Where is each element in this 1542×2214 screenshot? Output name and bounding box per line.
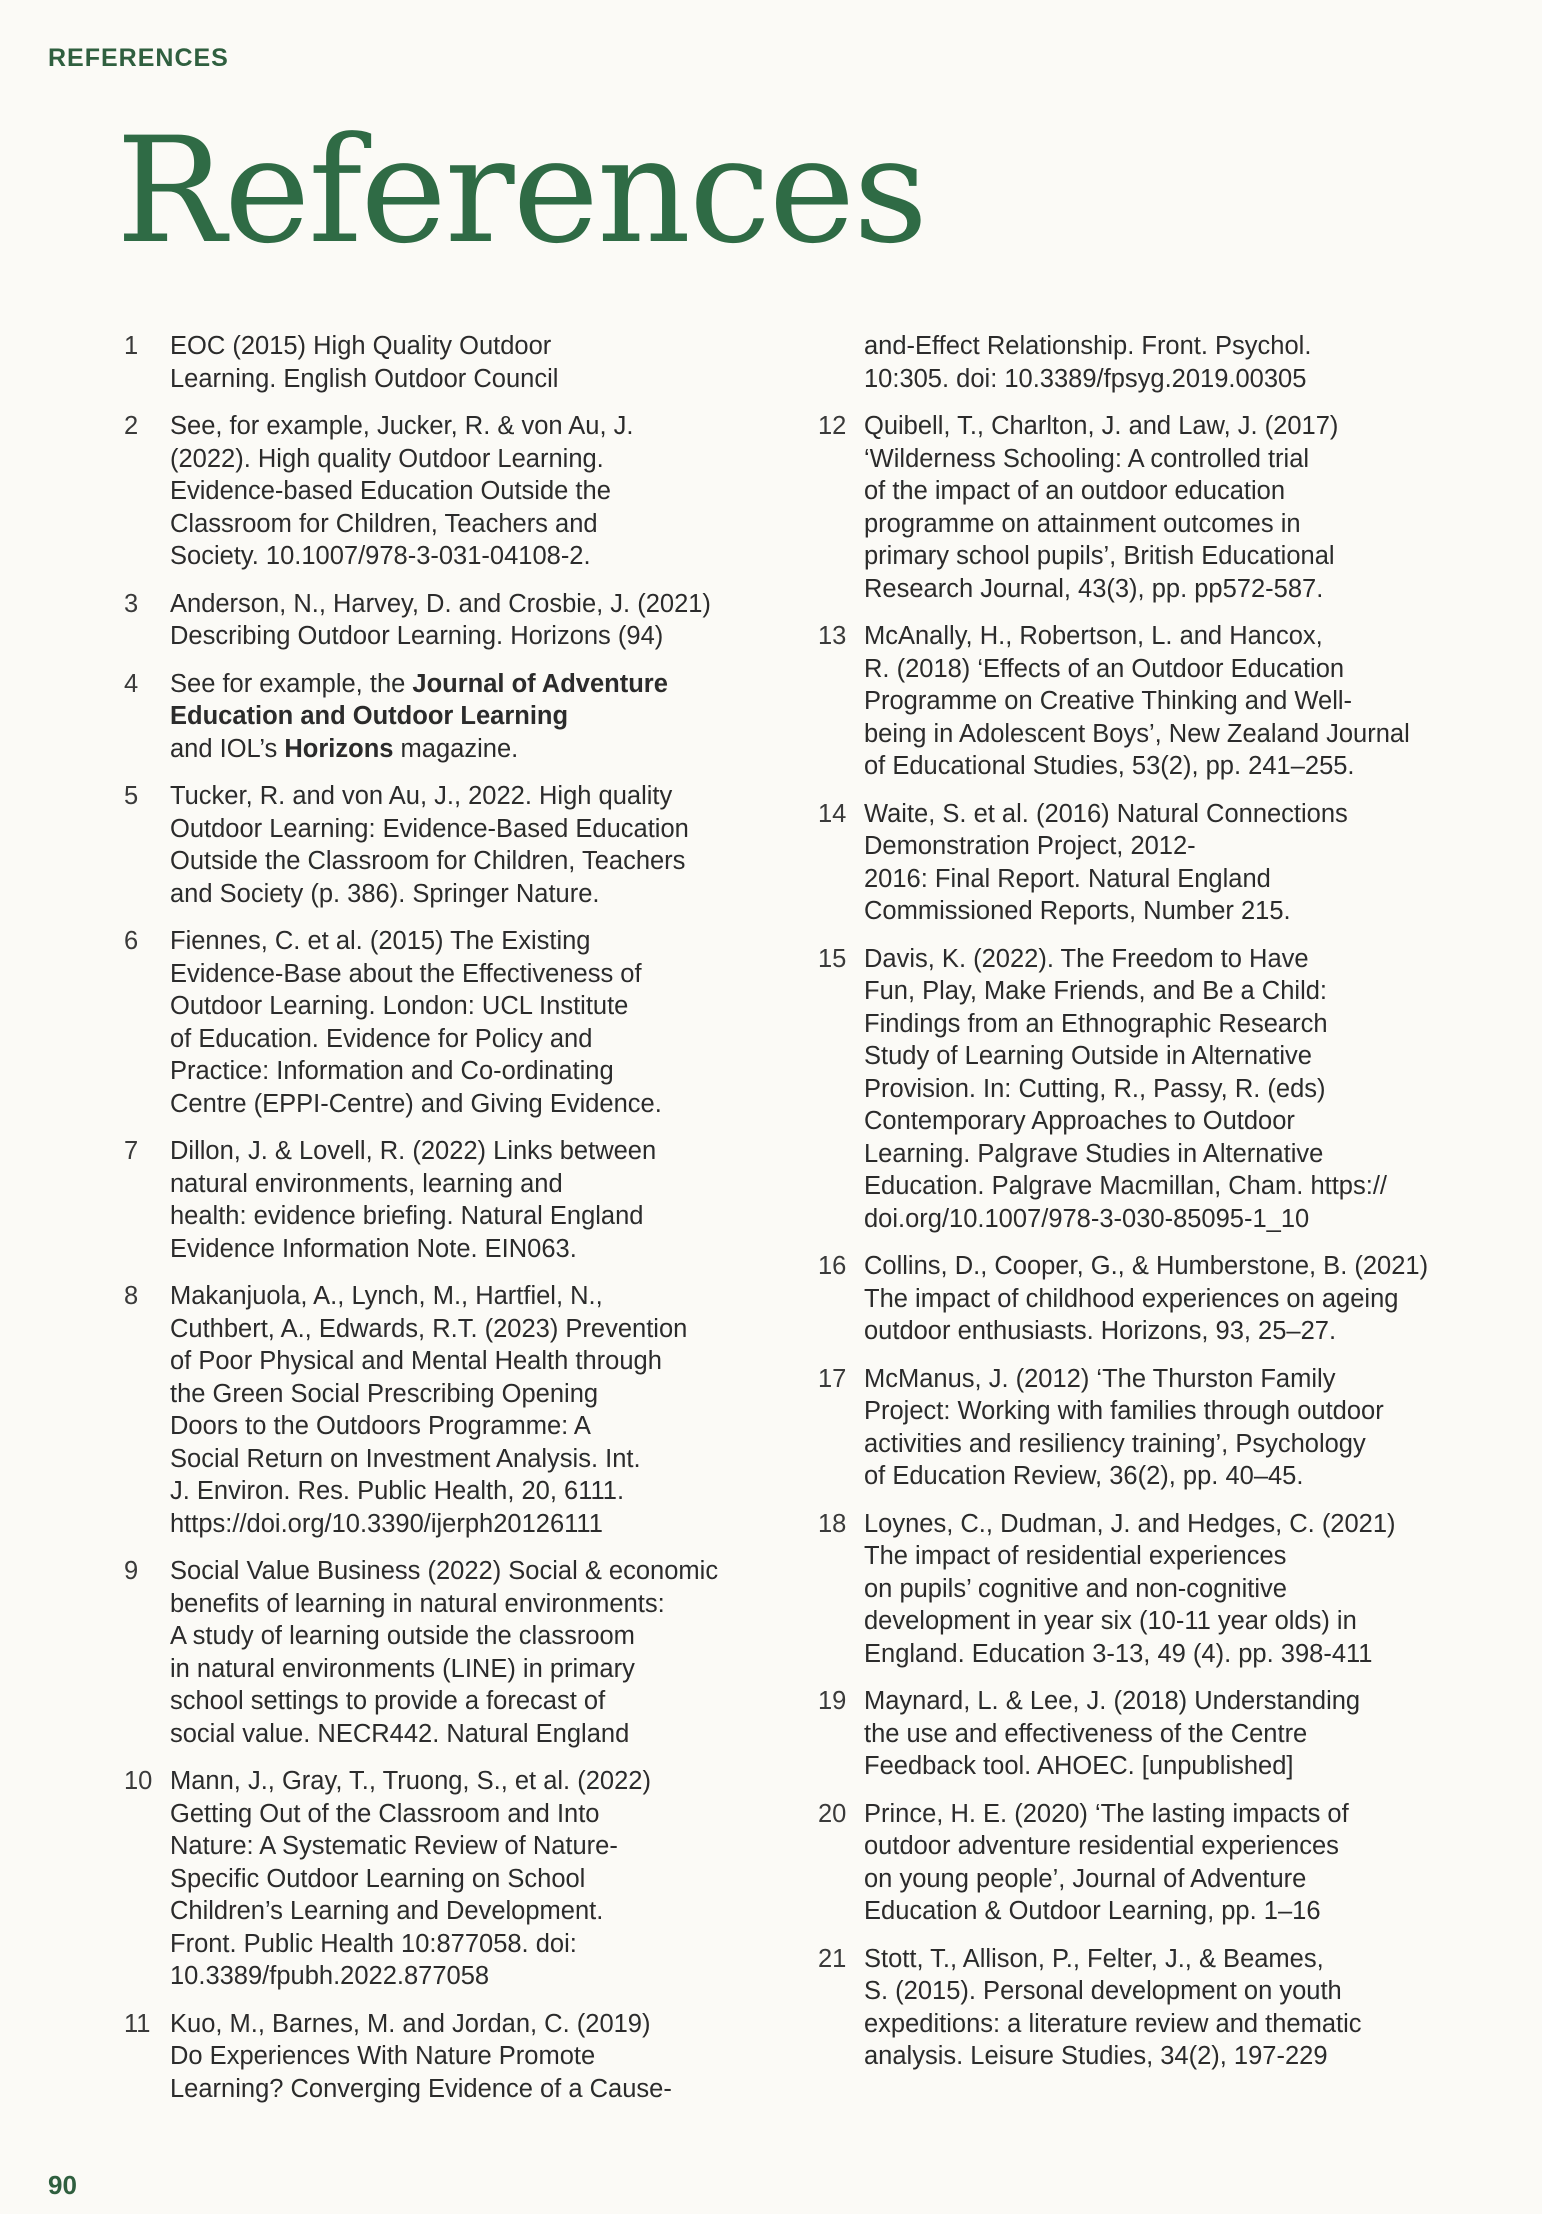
references-right-column	[818, 330, 1468, 2088]
reference-12	[818, 410, 1468, 605]
reference-text: Fiennes, C. et al. (2015) The Existing Evidence-Base about the Effectiveness of Outdoor Learning. London: UCL Institute of Education. Evidence for Policy and Practice: Information and Co-ordinating Centre (EPPI-Centre) and Giving Evidence.	[170, 927, 662, 1118]
reference-number: 16	[818, 1252, 847, 1280]
reference-number: 3	[124, 589, 139, 618]
reference-6	[124, 925, 764, 1120]
reference-text: Kuo, M., Barnes, M. and Jordan, C. (2019) Do Experiences With Nature Promote Learning? Converging Evidence of a Cause-	[170, 2009, 672, 2103]
reference-text: Makanjuola, A., Lynch, M., Hartfiel, N., Cuthbert, A., Edwards, R.T. (2023) Prevention of Poor Physical and Mental Health through the Green Social Prescribing Opening Doors to the Outdoors Programme: A Social Return on Investment Analysis. Int. J. Environ. Res. Public Health, 20, 6111. https://doi.org/10.3390/ijerph20126111	[170, 1282, 688, 1538]
reference-text: Prince, H. E. (2020) ‘The lasting impacts of outdoor adventure residential experiences on young people’, Journal of Adventure Education & Outdoor Learning, pp. 1–16	[864, 1799, 1349, 1925]
reference-number: 8	[124, 1282, 139, 1310]
reference-20	[818, 1798, 1468, 1928]
reference-text: Tucker, R. and von Au, J., 2022. High quality Outdoor Learning: Evidence-Based Education Outside the Classroom for Children, Teachers and Society (p. 386). Springer Nature.	[170, 782, 689, 908]
reference-number: 10	[124, 1767, 153, 1795]
reference-text: Davis, K. (2022). The Freedom to Have Fun, Play, Make Friends, and Be a Child: Findings from an Ethnographic Research Study of Learning Outside in Alternative Provision. In: Cutting, R., Passy, R. (eds) Contemporary Approaches to Outdoor Learning. Palgrave Studies in Alternative Education. Palgrave Macmillan, Cham. https:// doi.org/10.1007/978-3-030-85095-1_10	[864, 944, 1387, 1233]
reference-number: 20	[818, 1799, 847, 1828]
reference-number: 14	[818, 799, 847, 828]
reference-number: 1	[124, 332, 139, 360]
reference-11	[124, 2008, 764, 2106]
journal-link-text: Journal of Adventure Education and Outdoor Learning	[170, 669, 668, 730]
reference-16	[818, 1250, 1468, 1348]
reference-text: and-Effect Relationship. Front. Psychol. 10:305. doi: 10.3389/fpsyg.2019.00305	[864, 332, 1312, 393]
reference-text: See, for example, Jucker, R. & von Au, J. (2022). High quality Outdoor Learning. Evidence-based Education Outside the Classroom for Children, Teachers and Society. 10.1007/978-3-031-04108-2.	[170, 412, 634, 570]
reference-text: Maynard, L. & Lee, J. (2018) Understanding the use and effectiveness of the Centre Feedback tool. AHOEC. [unpublished]	[864, 1687, 1361, 1780]
reference-number: 12	[818, 412, 847, 440]
page-number: 90	[48, 2170, 77, 2200]
reference-number: 2	[124, 412, 139, 440]
reference-text: Social Value Business (2022) Social & economic benefits of learning in natural environments: A study of learning outside the classroom in natural environments (LINE) in primary school settings to provide a forecast of social value. NECR442. Natural England	[170, 1557, 719, 1748]
reference-number: 13	[818, 622, 847, 650]
reference-18	[818, 1508, 1468, 1671]
reference-number: 5	[124, 782, 139, 810]
reference-9	[124, 1555, 764, 1750]
reference-14	[818, 798, 1468, 928]
reference-text: Stott, T., Allison, P., Felter, J., & Beames, S. (2015). Personal development on youth expeditions: a literature review and thematic analysis. Leisure Studies, 34(2), 197-229	[864, 1944, 1362, 2070]
reference-10	[124, 1765, 764, 1993]
reference-number: 4	[124, 669, 139, 698]
reference-2	[124, 410, 764, 573]
reference-21	[818, 1943, 1468, 2073]
reference-text-pre: See for example, the	[170, 669, 413, 698]
reference-text: Anderson, N., Harvey, D. and Crosbie, J. (2021) Describing Outdoor Learning. Horizons (94)	[170, 589, 711, 650]
reference-1	[124, 330, 764, 395]
reference-text-post: magazine.	[393, 734, 519, 763]
reference-13	[818, 620, 1468, 783]
reference-number: 19	[818, 1687, 847, 1715]
reference-text: McAnally, H., Robertson, L. and Hancox, R. (2018) ‘Effects of an Outdoor Education Programme on Creative Thinking and Well- being in Adolescent Boys’, New Zealand Journal of Educational Studies, 53(2), pp. 241–255.	[864, 622, 1410, 780]
reference-text: Mann, J., Gray, T., Truong, S., et al. (2022) Getting Out of the Classroom and Into Nature: A Systematic Review of Nature- Specific Outdoor Learning on School Children’s Learning and Development. Front. Public Health 10:877058. doi: 10.3389/fpubh.2022.877058	[170, 1767, 651, 1990]
page-title: References	[116, 106, 927, 276]
reference-11-continuation	[818, 330, 1468, 395]
horizons-text: Horizons	[284, 734, 394, 763]
reference-number: 6	[124, 927, 139, 955]
reference-number: 18	[818, 1509, 847, 1538]
reference-7	[124, 1135, 764, 1265]
reference-number: 17	[818, 1364, 847, 1393]
reference-19	[818, 1685, 1468, 1783]
reference-text: Waite, S. et al. (2016) Natural Connections Demonstration Project, 2012- 2016: Final Report. Natural England Commissioned Reports, Number 215.	[864, 799, 1348, 925]
references-left-column	[124, 330, 764, 2120]
reference-3	[124, 588, 764, 653]
reference-text: Collins, D., Cooper, G., & Humberstone, B. (2021) The impact of childhood experiences on ageing outdoor enthusiasts. Horizons, 93, 25–27.	[864, 1252, 1429, 1345]
reference-number: 9	[124, 1557, 139, 1585]
reference-15	[818, 943, 1468, 1236]
reference-text-mid: and IOL’s	[170, 734, 278, 763]
reference-text: McManus, J. (2012) ‘The Thurston Family Project: Working with families through outdoor activities and resiliency training’, Psychology of Education Review, 36(2), pp. 40–45.	[864, 1364, 1384, 1490]
reference-text: Quibell, T., Charlton, J. and Law, J. (2017) ‘Wilderness Schooling: A controlled trial of the impact of an outdoor education programme on attainment outcomes in primary school pupils’, British Educational Research Journal, 43(3), pp. pp572-587.	[864, 412, 1339, 603]
reference-number: 15	[818, 944, 847, 973]
reference-5	[124, 780, 764, 910]
reference-text: Loynes, C., Dudman, J. and Hedges, C. (2021) The impact of residential experiences on pupils’ cognitive and non-cognitive development in year six (10-11 year olds) in England. Education 3-13, 49 (4). pp. 398-411	[864, 1509, 1396, 1668]
reference-17	[818, 1363, 1468, 1493]
reference-number: 21	[818, 1944, 847, 1973]
reference-number: 11	[124, 2009, 151, 2038]
running-head: REFERENCES	[48, 44, 229, 72]
reference-text: Dillon, J. & Lovell, R. (2022) Links between natural environments, learning and health: evidence briefing. Natural England Evidence Information Note. EIN063.	[170, 1137, 657, 1263]
reference-text: EOC (2015) High Quality Outdoor Learning. English Outdoor Council	[170, 332, 559, 393]
reference-4	[124, 668, 764, 766]
reference-8	[124, 1280, 764, 1540]
reference-number: 7	[124, 1137, 139, 1165]
